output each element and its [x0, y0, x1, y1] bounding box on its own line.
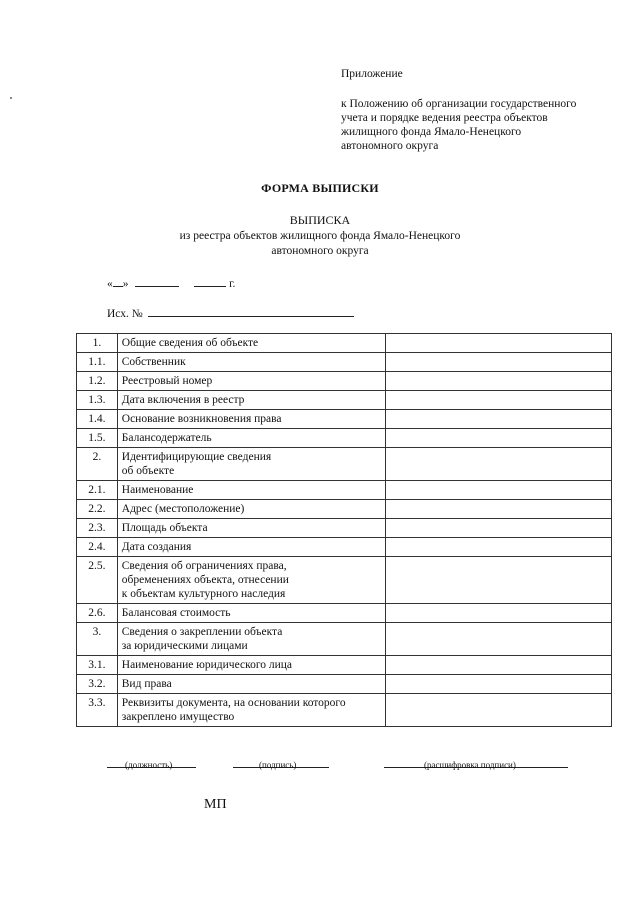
row-label-line: Площадь объекта [121, 522, 208, 534]
row-number: 2.4. [77, 538, 118, 557]
date-close-quote: » [122, 278, 129, 290]
row-number: 2.2. [77, 500, 118, 519]
row-label-line: Основание возникновения права [121, 413, 282, 425]
table-row [77, 481, 612, 500]
table-row [77, 694, 612, 727]
stamp-place: МП [204, 797, 227, 812]
row-number: 2.1. [77, 481, 118, 500]
row-label [117, 410, 386, 429]
table-row [77, 353, 612, 372]
extract-table [76, 333, 612, 727]
row-label [117, 623, 386, 656]
row-label [117, 519, 386, 538]
table-row [77, 410, 612, 429]
row-label-line: Собственник [121, 356, 186, 368]
row-value [386, 372, 612, 391]
row-label-line: Дата включения в реестр [121, 394, 245, 406]
row-value [386, 557, 612, 604]
doc-subtitle-line: автономного округа [271, 245, 369, 257]
date-open-quote: « [107, 278, 113, 290]
row-label [117, 391, 386, 410]
row-label-line: Идентифицирующие сведения [121, 451, 272, 463]
row-number: 3.2. [77, 675, 118, 694]
date-line [107, 276, 235, 290]
row-value [386, 519, 612, 538]
row-label [117, 538, 386, 557]
row-label [117, 448, 386, 481]
doc-title: ВЫПИСКА [289, 213, 351, 227]
row-label-line: закреплено имущество [121, 711, 235, 723]
row-number: 1.4. [77, 410, 118, 429]
table-row [77, 557, 612, 604]
outgoing-ref-line [107, 306, 354, 320]
row-label [117, 372, 386, 391]
table-row [77, 675, 612, 694]
row-number: 1.5. [77, 429, 118, 448]
outgoing-ref-label: Исх. № [107, 308, 143, 320]
month-blank [135, 276, 179, 287]
row-value [386, 538, 612, 557]
appendix-line: жилищного фонда Ямало-Ненецкого [341, 126, 522, 138]
form-title: ФОРМА ВЫПИСКИ [261, 181, 379, 195]
row-number: 3. [77, 623, 118, 656]
row-value [386, 500, 612, 519]
row-label-line: Реестровый номер [121, 375, 213, 387]
position-caption: (должность) [125, 760, 173, 770]
table-row [77, 391, 612, 410]
appendix-text [341, 97, 621, 153]
row-value [386, 448, 612, 481]
row-value [386, 656, 612, 675]
appendix-line: автономного округа [341, 140, 439, 152]
row-value [386, 391, 612, 410]
row-label-line: Дата создания [121, 541, 192, 553]
row-label-line: об объекте [121, 465, 175, 477]
row-label-line: к объектам культурного наследия [121, 588, 286, 600]
outgoing-ref-blank [148, 306, 354, 317]
row-label-line: Сведения об ограничениях права, [121, 560, 287, 572]
row-label-line: Наименование юридического лица [121, 659, 293, 671]
extract-table-body [77, 334, 612, 727]
row-label-line: обременениях объекта, отнесении [121, 574, 289, 586]
row-label-line: Общие сведения об объекте [121, 337, 259, 349]
row-value [386, 353, 612, 372]
row-label-line: Реквизиты документа, на основании которого [121, 697, 346, 709]
row-number: 1.2. [77, 372, 118, 391]
doc-subtitle [0, 229, 640, 259]
row-label [117, 481, 386, 500]
row-label-line: Адрес (местоположение) [121, 503, 245, 515]
row-label [117, 656, 386, 675]
row-value [386, 623, 612, 656]
table-row [77, 519, 612, 538]
scan-speck [10, 97, 12, 99]
table-row [77, 538, 612, 557]
row-number: 1.3. [77, 391, 118, 410]
decoding-caption: (расшифровка подписи) [424, 760, 516, 770]
appendix-label: Приложение [341, 68, 403, 80]
row-value [386, 481, 612, 500]
table-row [77, 500, 612, 519]
row-label-line: Наименование [121, 484, 194, 496]
table-row [77, 429, 612, 448]
row-label-line: Балансовая стоимость [121, 607, 231, 619]
row-number: 1. [77, 334, 118, 353]
row-number: 3.3. [77, 694, 118, 727]
signature-caption: (подпись) [259, 760, 297, 770]
doc-subtitle-line: из реестра объектов жилищного фонда Ямало-Ненецкого [179, 230, 461, 242]
row-label [117, 557, 386, 604]
row-label [117, 694, 386, 727]
row-number: 3.1. [77, 656, 118, 675]
table-row [77, 334, 612, 353]
row-number: 1.1. [77, 353, 118, 372]
row-value [386, 410, 612, 429]
row-number: 2.6. [77, 604, 118, 623]
appendix-line: к Положению об организации государственного [341, 98, 577, 110]
row-label-line: Вид права [121, 678, 172, 690]
row-label [117, 429, 386, 448]
table-row [77, 604, 612, 623]
table-row [77, 656, 612, 675]
row-label-line: за юридическими лицами [121, 640, 248, 652]
row-value [386, 694, 612, 727]
row-value [386, 604, 612, 623]
row-value [386, 675, 612, 694]
row-label [117, 500, 386, 519]
row-label [117, 334, 386, 353]
table-row [77, 448, 612, 481]
row-label-line: Сведения о закреплении объекта [121, 626, 283, 638]
row-value [386, 429, 612, 448]
row-label [117, 675, 386, 694]
row-value [386, 334, 612, 353]
row-label-line: Балансодержатель [121, 432, 212, 444]
year-blank [194, 276, 226, 287]
year-suffix: г. [229, 278, 236, 290]
row-number: 2. [77, 448, 118, 481]
row-number: 2.5. [77, 557, 118, 604]
row-number: 2.3. [77, 519, 118, 538]
table-row [77, 623, 612, 656]
table-row [77, 372, 612, 391]
row-label [117, 353, 386, 372]
row-label [117, 604, 386, 623]
appendix-line: учета и порядке ведения реестра объектов [341, 112, 548, 124]
day-blank [113, 276, 123, 287]
